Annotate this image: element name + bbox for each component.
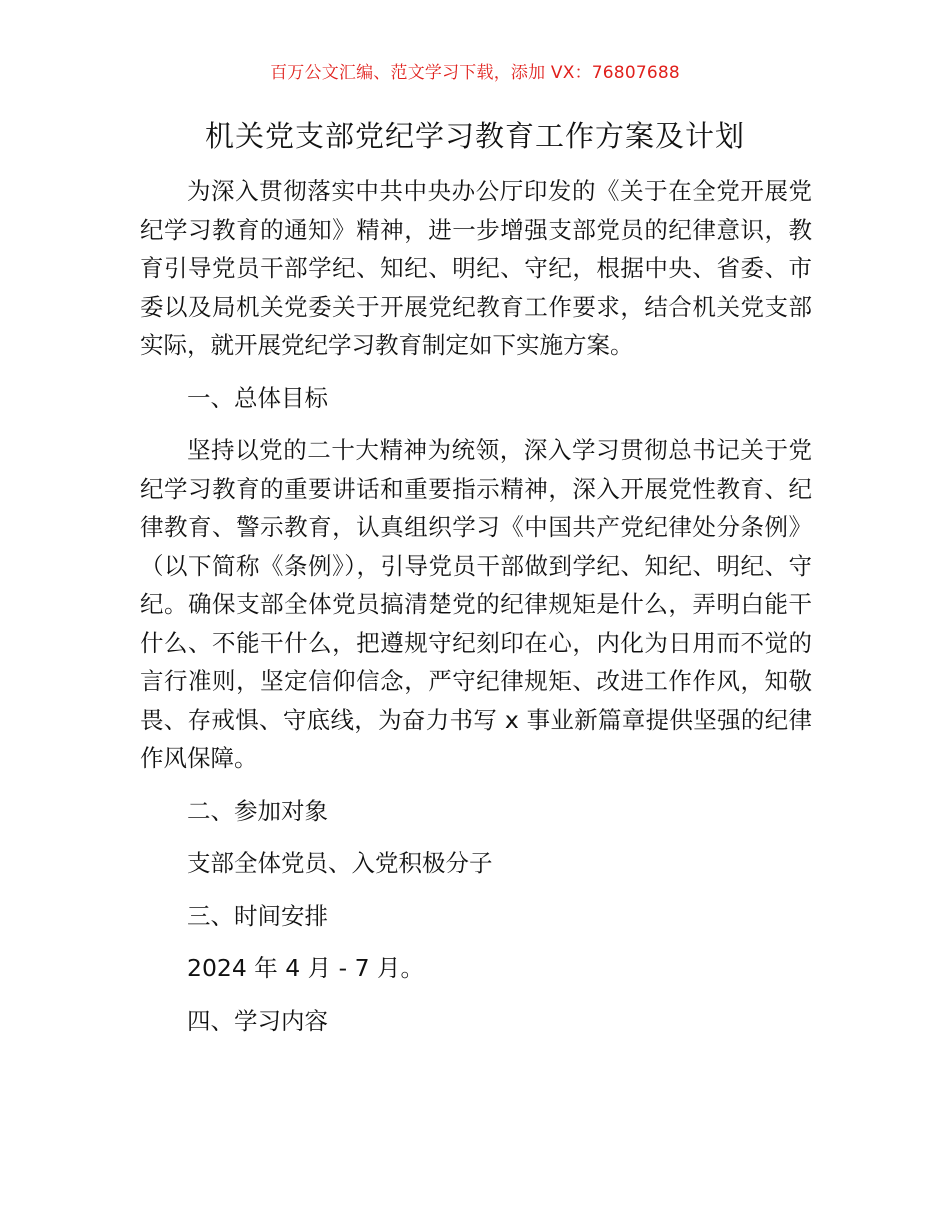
section-4-heading: 四、学习内容 xyxy=(187,1006,328,1035)
document-body xyxy=(140,172,812,1054)
header-watermark-note: 百万公文汇编、范文学习下载，添加 VX：76807688 xyxy=(270,63,680,83)
section-1-paragraph: 坚持以党的二十大精神为统领，深入学习贯彻总书记关于党纪学习教育的重要讲话和重要指示精神，深入开展党性教育、纪律教育、警示教育，认真组织学习《中国共产党纪律处分条例》（以下简称《条例》），引导党员干部做到学纪、知纪、明纪、守纪。确保支部全体党员搞清楚党的纪律规矩是什么，弄明白能干什么、不能干什么，把遵规守纪刻印在心，内化为日用而不觉的言行准则，坚定信仰信念，严守纪律规矩、改进工作作风，知敬畏、存戒惧、守底线，为奋力书写 x 事业新篇章提供坚强的纪律作风保障。 xyxy=(140,436,812,772)
document-title: 机关党支部党纪学习教育工作方案及计划 xyxy=(204,119,745,153)
intro-paragraph: 为深入贯彻落实中共中央办公厅印发的《关于在全党开展党纪学习教育的通知》精神，进一步增强支部党员的纪律意识，教育引导党员干部学纪、知纪、明纪、守纪，根据中央、省委、市委以及局机关党委关于开展党纪教育工作要求，结合机关党支部实际，就开展党纪学习教育制定如下实施方案。 xyxy=(140,177,812,359)
section-3-heading: 三、时间安排 xyxy=(187,901,328,930)
section-1-heading: 一、总体目标 xyxy=(187,383,328,412)
section-3-text: 2024 年 4 月 - 7 月。 xyxy=(187,954,425,982)
section-2-text: 支部全体党员、入党积极分子 xyxy=(187,849,493,877)
section-2-heading: 二、参加对象 xyxy=(187,796,328,825)
